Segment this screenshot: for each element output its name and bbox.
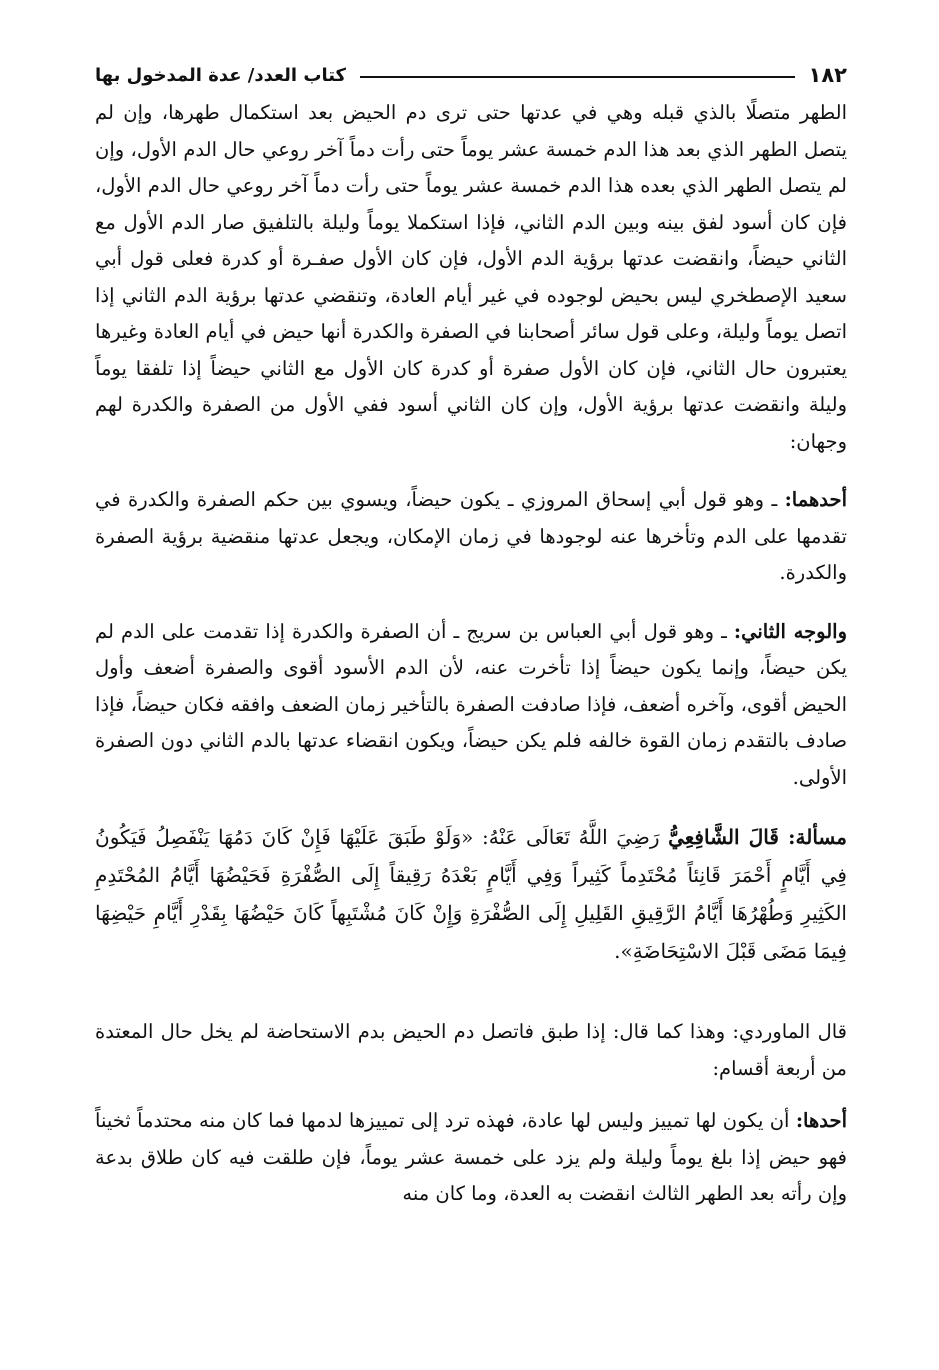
page-header — [95, 55, 847, 95]
spacer — [95, 1087, 847, 1103]
paragraph-second-view — [95, 614, 847, 797]
paragraph-mawardi: قال الماوردي: وهذا كما قال: إذا طبق فاتصل دم الحيض بدم الاستحاضة لم يخل حال المعتدة من أربعة أقسام: — [95, 1020, 847, 1080]
paragraph-masala-quote — [95, 818, 847, 970]
body-text — [95, 95, 847, 1213]
paragraph-first-section — [95, 1103, 847, 1213]
first-view-heading: أحدهما: — [784, 488, 847, 511]
running-title: كتاب العدد/ عدة المدخول بها — [95, 64, 347, 86]
second-view-text: ـ وهو قول أبي العباس بن سريج ـ أن الصفرة والكدرة إذا تقدمت على الدم لم يكن حيضاً، وإنما يكون حيضاً إذا تأخرت عنه، لأن الدم الأسود أقوى والصفرة أضعف وأول الحيض أقوى، وآخره أضعف، فإذا صادفت الصفرة بالتأخير زمان الضعف وافقه فكان حيضاً، فإذا صادف بالتقدم زمان القوة خالفه فلم يكن حيضاً، ويكون انقضاء عدتها بالدم الثاني دون الصفرة الأولى. — [95, 619, 847, 789]
spacer — [95, 970, 847, 1014]
header-rule — [360, 76, 795, 78]
paragraph-first-view — [95, 482, 847, 592]
spacer — [95, 796, 847, 818]
first-view-text: ـ وهو قول أبي إسحاق المروزي ـ يكون حيضاً، ويسوي بين حكم الصفرة والكدرة في تقدمها على الدم وتأخرها عنه لوجودها في زمان الإمكان، ويجعل عدتها منقضية برؤية الصفرة والكدرة. — [95, 488, 847, 584]
masala-quote-text: رَضِيَ اللَّهُ تَعَالَى عَنْهُ: «وَلَوْ طَبَقَ عَلَيْهَا فَإِنْ كَانَ دَمُهَا يَنْفَصِلُ فَيَكُونُ فِي أَيَّامٍ أَحْمَرَ قَانِئاً مُحْتَدِماً كَثِيراً وَفِي أَيَّامٍ بَعْدَهُ رَقِيقاً إِلَى الصُّفْرَةِ فَحَيْضُهَا أَيَّامُ المُحْتَدِمِ الكَثِيرِ وَطُهْرُهَا أَيَّامُ الرَّقِيقِ القَلِيلِ إِلَى الصُّفْرَةِ وَإِنْ كَانَ مُشْتَبِهاً كَانَ حَيْضُهَا بِقَدْرِ أَيَّامِ حَيْضِهَا فِيمَا مَضَى قَبْلَ الاسْتِحَاضَةِ». — [95, 825, 847, 963]
first-section-heading: أحدها: — [795, 1109, 847, 1132]
paragraph-continuation: الطهر متصلًا بالذي قبله وهي في عدتها حتى ترى دم الحيض بعد استكمال طهرها، وإن لم يتصل الطهر الذي بعد هذا الدم خمسة عشر يوماً حتى رأت دماً آخر روعي حال الدم الأول، وإن لم يتصل الطهر الذي بعده هذا الدم خمسة عشر يوماً حتى رأت دماً آخر روعي حال الدم الأول، فإن كان أسود لفق بينه وبين الدم الثاني، فإذا استكملا يوماً وليلة بالتلفيق صار الدم الأول مع الثاني حيضاً، وانقضت عدتها برؤية الدم الأول، فإن كان الأول صفـرة أو كدرة فعلى قول أبي سعيد الإصطخري ليس بحيض لوجوده في غير أيام العادة، وتنقضي عدتها برؤية الدم الثاني إذا اتصل يوماً وليلة، وعلى قول سائر أصحابنا في الصفرة والكدرة أنها حيض في أيام العادة وغيرها يعتبرون حال الثاني، فإن كان الأول صفرة أو كدرة كان الأول مع الثاني حيضاً إذا تلفقا يوماً وليلة وانقضت عدتها برؤية الأول، وإن كان الثاني أسود ففي الأول من الصفرة والكدرة لهم وجهان: — [95, 101, 847, 453]
spacer — [95, 460, 847, 482]
book-page — [95, 55, 847, 1213]
second-view-heading: والوجه الثاني: — [733, 619, 847, 643]
first-section-text: أن يكون لها تمييز وليس لها عادة، فهذه ترد إلى تمييزها لدمها فما كان منه محتدماً ثخيناً فهو حيض إذا بلغ يوماً وليلة ولم يزد على خمسة عشر يوماً، فإن طلقت فيه كان طلاق بدعة وإن رأته بعد الطهر الثالث انقضت به العدة، وما كان منه — [95, 1109, 847, 1205]
masala-heading: مسألة: قَالَ الشَّافِعِيُّ — [668, 825, 847, 849]
spacer — [95, 592, 847, 614]
page-number: ١٨٢ — [808, 63, 847, 87]
